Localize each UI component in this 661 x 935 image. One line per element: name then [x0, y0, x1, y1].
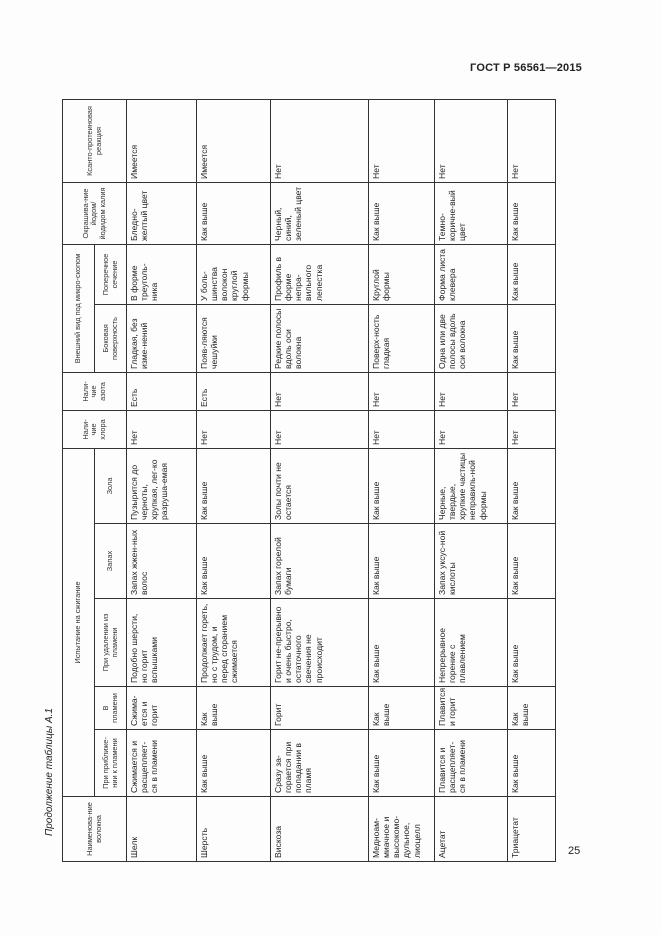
col-header-iodine-stain: Окрашива-ние йодом/ йодидом калия [63, 182, 127, 244]
col-header-fiber: Наименова-ние волокна [63, 797, 127, 862]
cell-cross-section: Профиль в форме непра-вильного лепестка [271, 244, 369, 304]
cell-in-flame: Сжима-ется и горит [127, 687, 197, 730]
table-row [127, 99, 197, 861]
page-number: 25 [568, 845, 581, 857]
cell-iodine-stain: Темно-коричне-вый цвет [435, 182, 508, 244]
cell-removed: Непрерывное горение с плавлением [435, 599, 508, 687]
cell-fiber: Шелк [127, 797, 197, 862]
cell-ash: Как выше [197, 448, 271, 523]
cell-nitrogen: Нет [271, 372, 369, 410]
cell-smell: Запах жжен-ных волос [127, 524, 197, 599]
cell-ash: Пузырится до черноты, хрупкая, лег-ко разруша-емая [127, 448, 197, 523]
cell-chlorine: Нет [369, 410, 435, 448]
cell-approach: Плавится и расщепляет-ся в пламени [435, 730, 508, 797]
table-row [435, 99, 508, 861]
cell-chlorine: Нет [197, 410, 271, 448]
cell-approach: Как выше [369, 730, 435, 797]
cell-side-surface: Как выше [508, 304, 556, 372]
col-header-smell: Запах [95, 524, 127, 599]
cell-fiber: Вискоза [271, 797, 369, 862]
col-header-removed: При удалении из пламени [95, 599, 127, 687]
cell-approach: Сжимается и расщепляет-ся в пламени [127, 730, 197, 797]
cell-cross-section: В форме треуголь-ника [127, 244, 197, 304]
col-header-approach: При приближе-нии к пламени [95, 730, 127, 797]
cell-side-surface: Поверх-ность гладкая [369, 304, 435, 372]
cell-cross-section: Форма листа клевера [435, 244, 508, 304]
cell-iodine-stain: Как выше [369, 182, 435, 244]
header-row-1 [63, 99, 95, 861]
cell-removed: Продолжает гореть, но с трудом, и перед сгоранием сжимается [197, 599, 271, 687]
cell-side-surface: Появ-ляются чешуйки [197, 304, 271, 372]
cell-chlorine: Нет [508, 410, 556, 448]
cell-xanthoprotein: Нет [435, 99, 508, 182]
cell-chlorine: Нет [271, 410, 369, 448]
col-header-in-flame: В пламени [95, 687, 127, 730]
cell-removed: Как выше [369, 599, 435, 687]
col-header-cross-section: Поперечное сечение [95, 244, 127, 304]
cell-chlorine: Нет [127, 410, 197, 448]
cell-approach: Как выше [197, 730, 271, 797]
col-header-microscope-group: Внешний вид под микро-скопом [63, 244, 95, 372]
cell-xanthoprotein: Имеется [197, 99, 271, 182]
cell-smell: Как выше [369, 524, 435, 599]
cell-approach: Сразу за-горается при попадании в пламя [271, 730, 369, 797]
cell-smell: Запах горелой бумаги [271, 524, 369, 599]
cell-in-flame: Плавится и горит [435, 687, 508, 730]
cell-nitrogen: Есть [127, 372, 197, 410]
cell-cross-section: Круглой формы [369, 244, 435, 304]
cell-iodine-stain: Бледно-желтый цвет [127, 182, 197, 244]
cell-chlorine: Нет [435, 410, 508, 448]
cell-side-surface: Редкие полосы вдоль оси волокна [271, 304, 369, 372]
cell-in-flame: Как выше [369, 687, 435, 730]
cell-smell: Как выше [508, 524, 556, 599]
col-header-chlorine: Нали-чие хлора [63, 410, 127, 448]
cell-fiber: Медноам-миачное и высокомо-дульное, лиоцелл [369, 797, 435, 862]
cell-iodine-stain: Как выше [508, 182, 556, 244]
cell-xanthoprotein: Нет [369, 99, 435, 182]
cell-in-flame: Как выше [197, 687, 271, 730]
cell-ash: Черные, твердые, хрупкие частицы неправиль-ной формы [435, 448, 508, 523]
cell-xanthoprotein: Имеется [127, 99, 197, 182]
cell-iodine-stain: Черный, синий, зеленый цвет [271, 182, 369, 244]
cell-approach: Как выше [508, 730, 556, 797]
table-row [197, 99, 271, 861]
cell-cross-section: Как выше [508, 244, 556, 304]
cell-xanthoprotein: Нет [508, 99, 556, 182]
cell-in-flame: Как выше [508, 687, 556, 730]
col-header-ash: Зола [95, 448, 127, 523]
cell-smell: Как выше [197, 524, 271, 599]
cell-side-surface: Гладкая, без изме-нений [127, 304, 197, 372]
col-header-side-surface: Боковая поверхность [95, 304, 127, 372]
cell-nitrogen: Нет [369, 372, 435, 410]
col-header-burn-group: Испытание на сжигание [63, 448, 95, 796]
cell-fiber: Шерсть [197, 797, 271, 862]
cell-removed: Подобно шерсти, но горит вспышками [127, 599, 197, 687]
document-code: ГОСТ Р 56561—2015 [470, 62, 582, 74]
fiber-identification-table [62, 100, 555, 862]
cell-nitrogen: Есть [197, 372, 271, 410]
cell-ash: Золы почти не остается [271, 448, 369, 523]
cell-in-flame: Горит [271, 687, 369, 730]
cell-removed: Горит не-прерывно и очень быстро, остаточного свечения не происходит [271, 599, 369, 687]
cell-ash: Как выше [508, 448, 556, 523]
table-row [508, 99, 556, 861]
cell-fiber: Ацетат [435, 797, 508, 862]
table-caption: Продолжение таблицы А.1 [44, 708, 55, 836]
table-row [369, 99, 435, 861]
cell-ash: Как выше [369, 448, 435, 523]
cell-side-surface: Одна или две полосы вдоль оси волокна [435, 304, 508, 372]
table-row [271, 99, 369, 861]
cell-iodine-stain: Как выше [197, 182, 271, 244]
col-header-nitrogen: Нали-чие азота [63, 372, 127, 410]
cell-nitrogen: Нет [435, 372, 508, 410]
cell-nitrogen: Нет [508, 372, 556, 410]
cell-smell: Запах уксус-ной кислоты [435, 524, 508, 599]
cell-cross-section: У боль-шинства волокон круглой формы [197, 244, 271, 304]
cell-fiber: Триацетат [508, 797, 556, 862]
cell-removed: Как выше [508, 599, 556, 687]
cell-xanthoprotein: Нет [271, 99, 369, 182]
col-header-xanthoprotein: Ксанто-протеиновая реакция [63, 99, 127, 182]
